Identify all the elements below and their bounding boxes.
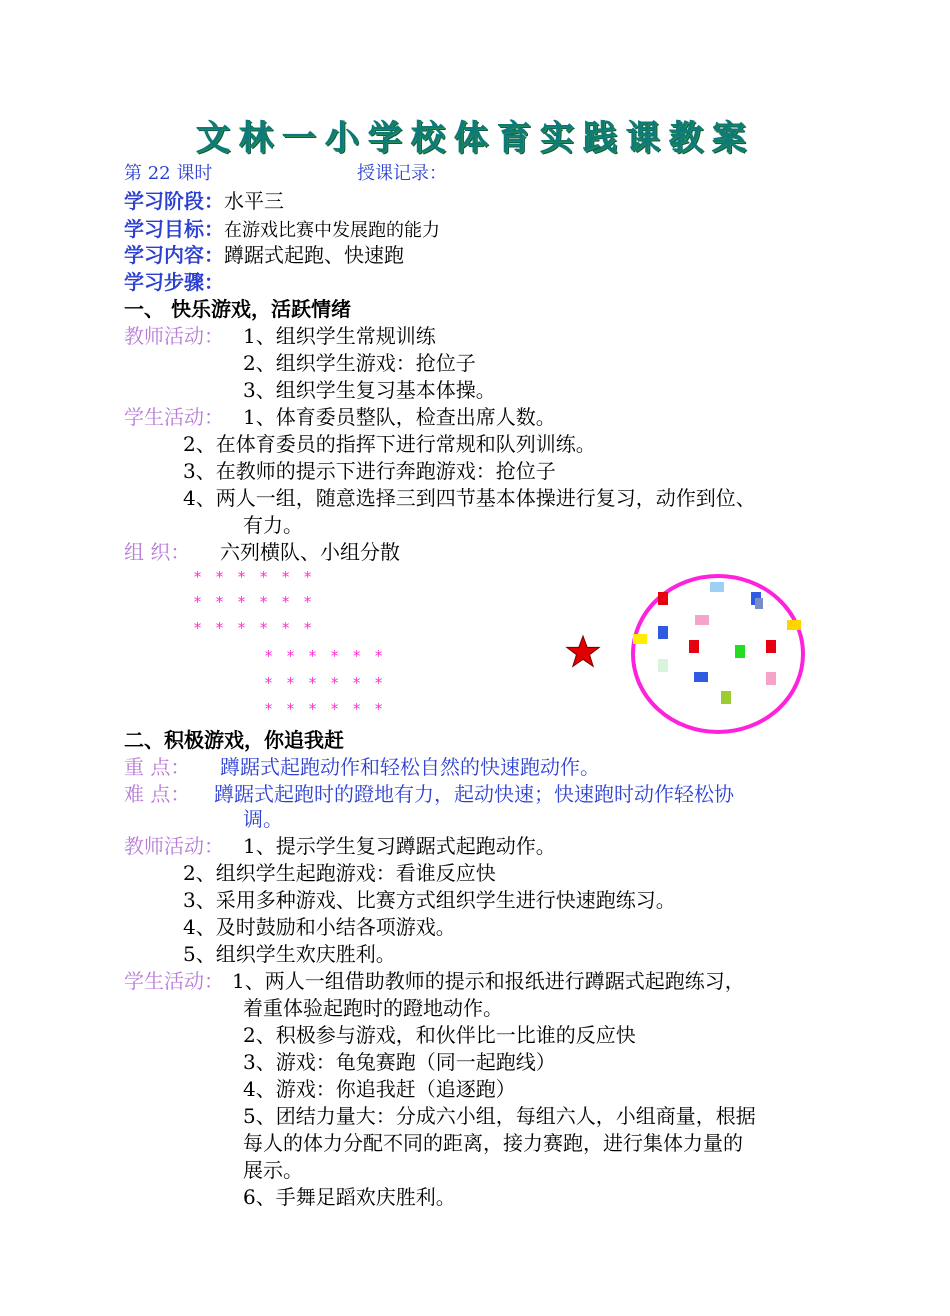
- goal-value: 在游戏比赛中发展跑的能力: [224, 220, 440, 241]
- key-label: 重 点：: [124, 755, 191, 779]
- part2-teacher-label: 教师活动：: [124, 834, 224, 858]
- formation-row: ******: [193, 619, 326, 637]
- square-marker: [721, 691, 731, 704]
- list-item: 1、体育委员整队，检查出席人数。: [243, 405, 556, 429]
- list-item: 5、团结力量大：分成六小组，每组六人，小组商量，根据: [243, 1104, 756, 1128]
- diff-value-cont: 调。: [243, 807, 283, 831]
- diff-label: 难 点：: [124, 782, 191, 806]
- formation-row: ******: [264, 700, 397, 718]
- list-item: 每人的体力分配不同的距离，接力赛跑，进行集体力量的: [243, 1131, 743, 1155]
- stage-row: [124, 188, 284, 214]
- list-item: 4、及时鼓励和小结各项游戏。: [183, 915, 456, 939]
- square-marker: [689, 640, 699, 653]
- square-marker: [694, 672, 708, 682]
- formation-row: ******: [193, 568, 326, 586]
- square-marker: [658, 659, 668, 672]
- lesson-number: 第 22 课时: [124, 163, 213, 184]
- formation-row: ******: [264, 674, 397, 692]
- part1-heading: 一、 快乐游戏，活跃情绪: [124, 297, 351, 321]
- part1-teacher-label: 教师活动：: [124, 324, 224, 348]
- list-item: 1、两人一组借助教师的提示和报纸进行蹲踞式起跑练习，: [232, 969, 745, 993]
- part2-heading: 二、积极游戏，你追我赶: [124, 728, 344, 752]
- square-marker: [658, 626, 668, 639]
- list-item: 3、组织学生复习基本体操。: [243, 378, 496, 402]
- list-item: 5、组织学生欢庆胜利。: [183, 942, 396, 966]
- list-item: 3、采用多种游戏、比赛方式组织学生进行快速跑练习。: [183, 888, 676, 912]
- list-item: 展示。: [243, 1158, 303, 1182]
- goal-label: 学习目标：: [124, 217, 224, 241]
- square-marker: [695, 615, 709, 625]
- stage-value: 水平三: [224, 189, 284, 213]
- list-item: 3、游戏：龟兔赛跑（同一起跑线）: [243, 1050, 556, 1074]
- record-label: 授课记录：: [357, 163, 447, 184]
- square-marker: [633, 634, 647, 644]
- list-item: 3、在教师的提示下进行奔跑游戏：抢位子: [183, 459, 556, 483]
- star-icon: [565, 634, 601, 670]
- content-label: 学习内容：: [124, 243, 224, 267]
- square-marker: [710, 582, 724, 592]
- square-marker: [787, 620, 801, 630]
- part2-student-label: 学生活动：: [124, 969, 224, 993]
- list-item: 4、两人一组，随意选择三到四节基本体操进行复习，动作到位、: [183, 486, 756, 510]
- list-item: 1、提示学生复习蹲踞式起跑动作。: [243, 834, 556, 858]
- square-marker: [766, 640, 776, 653]
- square-marker: [658, 592, 668, 605]
- list-item: 着重体验起跑时的蹬地动作。: [243, 996, 503, 1020]
- square-marker: [766, 672, 776, 685]
- list-item: 6、手舞足蹈欢庆胜利。: [243, 1185, 456, 1209]
- org-label: 组 织：: [124, 540, 191, 564]
- list-item: 2、组织学生起跑游戏：看谁反应快: [183, 861, 496, 885]
- formation-row: ******: [193, 593, 326, 611]
- list-item: 有力。: [243, 513, 303, 537]
- goal-row: [124, 216, 440, 243]
- org-value: 六列横队、小组分散: [220, 540, 400, 564]
- list-item: 2、组织学生游戏：抢位子: [243, 351, 476, 375]
- key-value: 蹲踞式起跑动作和轻松自然的快速跑动作。: [220, 755, 600, 779]
- list-item: 2、积极参与游戏，和伙伴比一比谁的反应快: [243, 1023, 636, 1047]
- list-item: 1、组织学生常规训练: [243, 324, 436, 348]
- stage-label: 学习阶段：: [124, 189, 224, 213]
- circle-diagram: [625, 570, 815, 738]
- content-value: 蹲踞式起跑、快速跑: [224, 243, 404, 267]
- list-item: 4、游戏：你追我赶（追逐跑）: [243, 1077, 516, 1101]
- square-marker: [735, 645, 745, 658]
- steps-label: 学习步骤：: [124, 270, 224, 294]
- diff-value: 蹲踞式起跑时的蹬地有力，起动快速；快速跑时动作轻松协: [214, 782, 734, 806]
- square-marker: [755, 598, 763, 609]
- part1-student-label: 学生活动：: [124, 405, 224, 429]
- formation-row: ******: [264, 647, 397, 665]
- page-title: 文林一小学校体育实践课教案: [195, 118, 755, 158]
- content-row: [124, 242, 404, 268]
- list-item: 2、在体育委员的指挥下进行常规和队列训练。: [183, 432, 596, 456]
